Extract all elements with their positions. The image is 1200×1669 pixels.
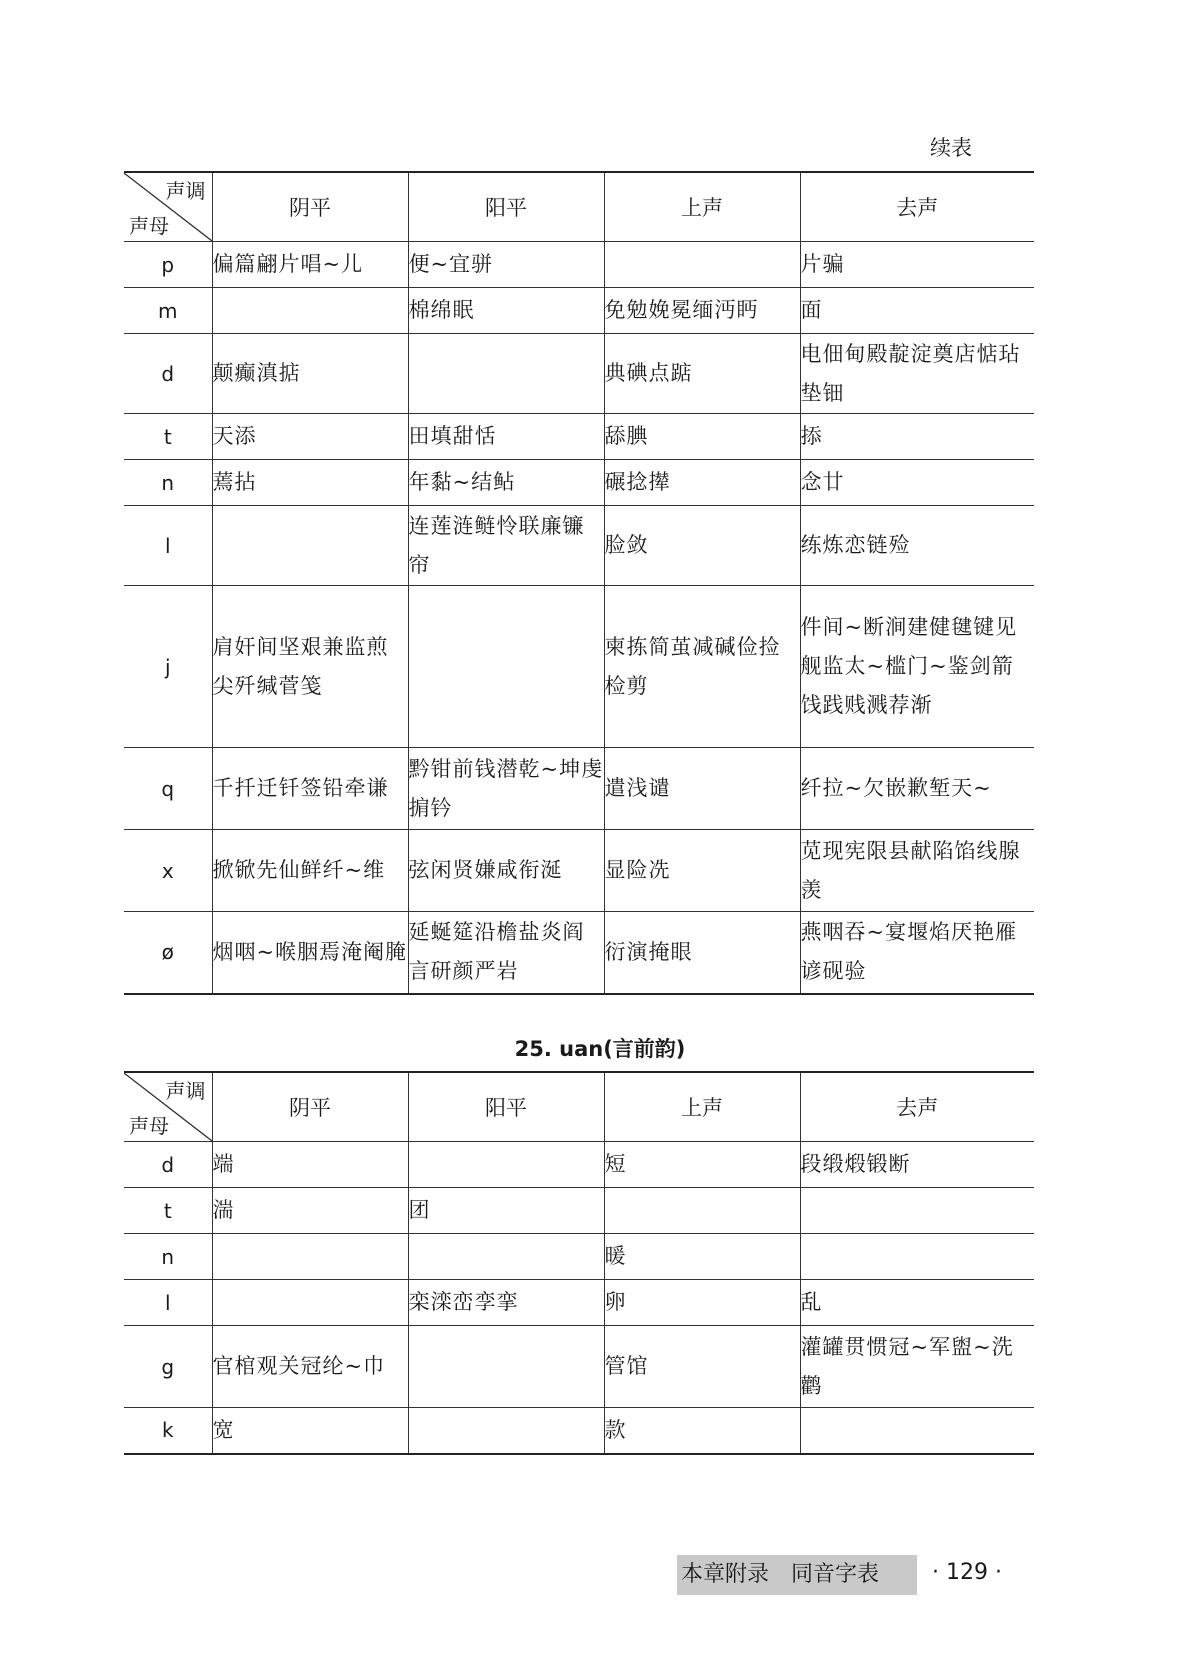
tone-cell-4: 乱 xyxy=(800,1280,1034,1326)
tone-cell-1 xyxy=(212,1234,408,1280)
tone-cell-2 xyxy=(408,334,604,414)
section-title: 25. uan(言前韵) xyxy=(514,1037,686,1061)
tone-cell-1: 官棺观关冠纶~巾 xyxy=(212,1326,408,1408)
tone-cell-2: 便~宜骈 xyxy=(408,242,604,288)
initial-label: 声母 xyxy=(129,214,169,238)
tone-cell-4: 念廿 xyxy=(800,460,1034,506)
tone-cell-4: 片骗 xyxy=(800,242,1034,288)
tone-cell-3: 衍演掩眼 xyxy=(604,912,800,994)
tone-cell-2 xyxy=(408,586,604,748)
tone-cell-2 xyxy=(408,1234,604,1280)
table-row xyxy=(124,1188,1034,1234)
tone-cell-2: 田填甜恬 xyxy=(408,414,604,460)
tone-cell-4: 电佃甸殿靛淀奠店惦玷垫钿 xyxy=(800,334,1034,414)
table-body xyxy=(124,1142,1034,1454)
tone-cell-4: 件间~断涧建健毽键见舰监太~槛门~鉴剑箭饯践贱溅荐渐 xyxy=(800,586,1034,748)
table-row xyxy=(124,460,1034,506)
tone-cell-4: 灌罐贯惯冠~军盥~洗鹳 xyxy=(800,1326,1034,1408)
tone-cell-2: 弦闲贤嫌咸衔涎 xyxy=(408,830,604,912)
table-row xyxy=(124,334,1034,414)
table-header-row xyxy=(124,172,1034,242)
initial-cell: g xyxy=(124,1326,212,1408)
continued-label: 续表 xyxy=(930,136,972,160)
tone-cell-3: 款 xyxy=(604,1408,800,1454)
initial-cell: d xyxy=(124,334,212,414)
tone-cell-4 xyxy=(800,1234,1034,1280)
initial-cell: n xyxy=(124,460,212,506)
initial-cell: q xyxy=(124,748,212,830)
tone-cell-3: 典碘点踮 xyxy=(604,334,800,414)
table-body xyxy=(124,242,1034,994)
tone-cell-1 xyxy=(212,288,408,334)
tone-cell-4: 燕咽吞~宴堰焰厌艳雁谚砚验 xyxy=(800,912,1034,994)
tone-header-3: 上声 xyxy=(604,1072,800,1142)
tone-header-1: 阴平 xyxy=(212,1072,408,1142)
tone-cell-2: 延蜒筵沿檐盐炎阎言研颜严岩 xyxy=(408,912,604,994)
tone-header-3: 上声 xyxy=(604,172,800,242)
page-number: · 129 · xyxy=(932,1560,1002,1585)
initial-cell: j xyxy=(124,586,212,748)
tone-cell-1: 端 xyxy=(212,1142,408,1188)
footer-section-label: 本章附录 同音字表 xyxy=(677,1555,917,1595)
tone-cell-1: 偏篇翩片唱~儿 xyxy=(212,242,408,288)
table-row xyxy=(124,1408,1034,1454)
tone-cell-1 xyxy=(212,1280,408,1326)
tone-cell-1: 天添 xyxy=(212,414,408,460)
tone-cell-3: 遣浅谴 xyxy=(604,748,800,830)
initial-cell: t xyxy=(124,1188,212,1234)
tone-header-4: 去声 xyxy=(800,1072,1034,1142)
table-row xyxy=(124,242,1034,288)
tone-cell-3: 管馆 xyxy=(604,1326,800,1408)
tone-cell-3: 免勉娩冕缅沔眄 xyxy=(604,288,800,334)
tone-cell-3 xyxy=(604,1188,800,1234)
homophone-table-uan xyxy=(124,1071,1034,1455)
initial-cell: d xyxy=(124,1142,212,1188)
tone-cell-4: 面 xyxy=(800,288,1034,334)
tone-header-2: 阳平 xyxy=(408,172,604,242)
initial-cell: k xyxy=(124,1408,212,1454)
tone-cell-1: 掀锨先仙鲜纤~维 xyxy=(212,830,408,912)
table-row xyxy=(124,830,1034,912)
tone-cell-3: 暖 xyxy=(604,1234,800,1280)
tone-cell-1: 颠癫滇掂 xyxy=(212,334,408,414)
tone-cell-2: 栾滦峦孪挛 xyxy=(408,1280,604,1326)
tone-cell-3: 短 xyxy=(604,1142,800,1188)
tone-cell-1: 蔫拈 xyxy=(212,460,408,506)
table-row xyxy=(124,288,1034,334)
tone-cell-1 xyxy=(212,506,408,586)
table-row xyxy=(124,1142,1034,1188)
initial-cell: l xyxy=(124,506,212,586)
tone-cell-3 xyxy=(604,242,800,288)
tone-cell-1: 湍 xyxy=(212,1188,408,1234)
initial-cell: m xyxy=(124,288,212,334)
tone-cell-3: 显险冼 xyxy=(604,830,800,912)
table-row xyxy=(124,912,1034,994)
table-row xyxy=(124,414,1034,460)
tone-cell-2 xyxy=(408,1408,604,1454)
tone-cell-4 xyxy=(800,1408,1034,1454)
table-row xyxy=(124,506,1034,586)
tone-cell-4 xyxy=(800,1188,1034,1234)
tone-cell-2: 棉绵眠 xyxy=(408,288,604,334)
tone-cell-3: 舔腆 xyxy=(604,414,800,460)
tone-cell-3: 脸敛 xyxy=(604,506,800,586)
tone-cell-2: 黔钳前钱潜乾~坤虔掮钤 xyxy=(408,748,604,830)
tone-cell-3: 碾捻撵 xyxy=(604,460,800,506)
initial-label: 声母 xyxy=(129,1114,169,1138)
tone-header-2: 阳平 xyxy=(408,1072,604,1142)
homophone-table-ian xyxy=(124,171,1034,995)
tone-header-1: 阴平 xyxy=(212,172,408,242)
initial-cell: ø xyxy=(124,912,212,994)
tone-cell-4: 纤拉~欠嵌歉堑天~ xyxy=(800,748,1034,830)
table-row xyxy=(124,1280,1034,1326)
tone-cell-1: 烟咽~喉胭焉淹阉腌 xyxy=(212,912,408,994)
tone-cell-1: 宽 xyxy=(212,1408,408,1454)
tone-cell-4: 段缎煅锻断 xyxy=(800,1142,1034,1188)
corner-header-cell xyxy=(124,1072,212,1142)
initial-cell: l xyxy=(124,1280,212,1326)
tone-cell-4: 掭 xyxy=(800,414,1034,460)
tone-cell-3: 卵 xyxy=(604,1280,800,1326)
tone-cell-2 xyxy=(408,1326,604,1408)
tone-cell-4: 苋现宪限县献陷馅线腺羡 xyxy=(800,830,1034,912)
tone-cell-3: 柬拣简茧减碱俭捡检剪 xyxy=(604,586,800,748)
tone-cell-2: 连莲涟鲢怜联廉镰帘 xyxy=(408,506,604,586)
tone-label: 声调 xyxy=(165,179,206,203)
tone-cell-2: 团 xyxy=(408,1188,604,1234)
table-header-row xyxy=(124,1072,1034,1142)
initial-cell: t xyxy=(124,414,212,460)
tone-cell-2 xyxy=(408,1142,604,1188)
table-row xyxy=(124,748,1034,830)
table-row xyxy=(124,1234,1034,1280)
tone-header-4: 去声 xyxy=(800,172,1034,242)
tone-cell-1: 肩奸间坚艰兼监煎尖歼缄菅笺 xyxy=(212,586,408,748)
table-row xyxy=(124,1326,1034,1408)
corner-header-cell xyxy=(124,172,212,242)
initial-cell: n xyxy=(124,1234,212,1280)
initial-cell: p xyxy=(124,242,212,288)
tone-cell-1: 千扦迁钎签铅牵谦 xyxy=(212,748,408,830)
tone-label: 声调 xyxy=(165,1079,206,1103)
tone-cell-2: 年黏~结鲇 xyxy=(408,460,604,506)
table-row xyxy=(124,586,1034,748)
initial-cell: x xyxy=(124,830,212,912)
tone-cell-4: 练炼恋链殓 xyxy=(800,506,1034,586)
